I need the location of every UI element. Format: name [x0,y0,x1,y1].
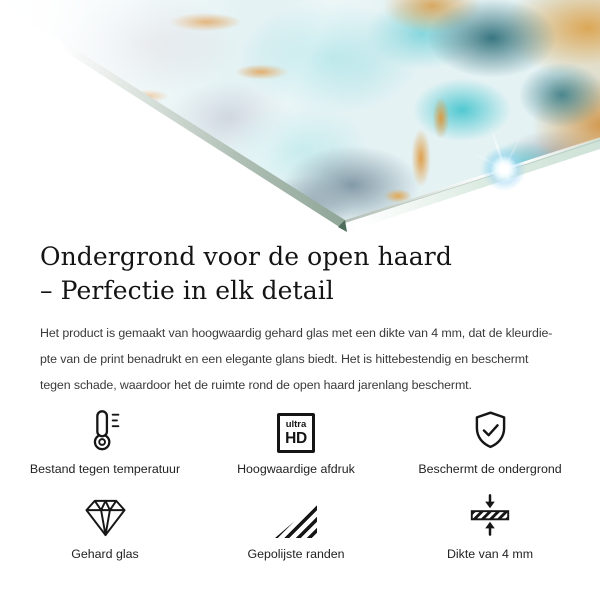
feature-temperature [10,405,200,476]
shield-check-icon [468,405,513,453]
polished-edges-icon [275,490,317,538]
description-line: tegen schade, waardoor het de ruimte rond de open haard jarenlang beschermt. [40,378,472,392]
feature-thickness [392,490,588,561]
title-line-2: – Perfectie in elk detail [40,276,334,305]
feature-label: Gehard glas [71,547,139,561]
product-description [40,320,560,398]
description-line: Het product is gemaakt van hoogwaardig gehard glas met een dikte van 4 mm, dat de kleurdie- [40,326,553,340]
product-description-section [0,240,600,561]
diamond-icon [82,490,129,538]
product-hero-image [0,0,600,236]
thickness-arrows-icon [467,490,513,538]
ultra-hd-text-bottom: HD [285,429,307,447]
sparkle-core [482,147,526,191]
feature-polished-edges [200,490,392,561]
feature-tempered-glass [10,490,200,561]
feature-label: Dikte van 4 mm [446,547,534,561]
description-line: pte van de print benadrukt en een elegante glans biedt. Het is hittebestendig en beschermt [40,352,529,366]
feature-label: Hoogwaardige afdruk [237,462,355,476]
ultra-hd-text-top: ultra [285,419,307,430]
feature-print-quality [200,405,392,476]
title-line-1: Ondergrond voor de open haard [40,242,452,271]
feature-label: Beschermt de ondergrond [418,462,562,476]
feature-grid [10,405,560,561]
ultra-hd-icon [277,405,315,453]
feature-label: Gepolijste randen [247,547,345,561]
thermometer-icon [82,405,128,453]
page-title [40,240,560,308]
feature-label: Bestand tegen temperatuur [29,462,181,476]
feature-protection [392,405,588,476]
